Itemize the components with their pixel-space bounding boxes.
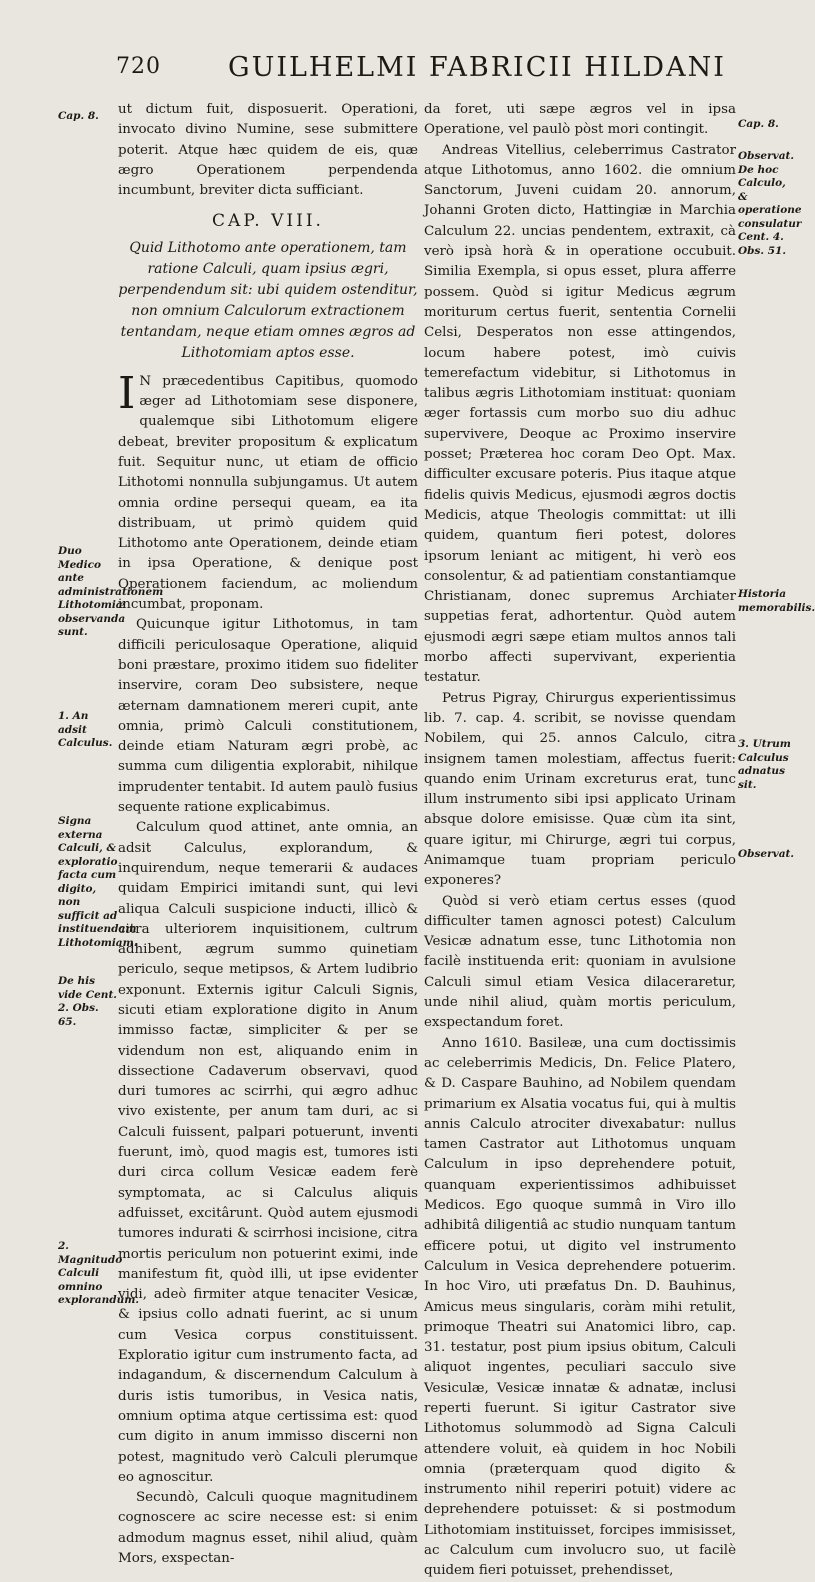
right-para-1: Andreas Vitellius, celeberrimus Castrator atque Lithotomus, anno 1602. die omnium Sanctorum, Juveni cuidam 20. annorum, Johanni Groten dicto, Hattingiæ in Marchia Calculum 22. uncias pendentem, extraxit, cà verò ipsà horà & in operatione occubuit. Similia Exempla, si opus esset, plura afferre possem. Quòd si igitur Medicus ægrum moriturum certus fuerit, sententia Cornelii Celsi, Desperatos non esse attingendos, locum habere potest, imò cuivis temerefactum videbitur, si Lithotomus in talibus ægris Lithotomiam instituat: quoniam æger fortassis cum morbo suo diu adhuc supervivere, Deoque ac Proximo inservire posset; Præterea hoc coram Deo Opt. Max. difficulter excusare poteris. Pius itaque atque fidelis quivis Medicus, ejusmodi ægros doctis Medicis, atque Theologis committat: ut illi quidem, quantum fieri potest, dolores ipsorum leniant ac mitigent, hi verò eos consolentur, & ad patientiam constantiamque Christianam, donec supremus Archiater suppetias ferat, adhortentur. Quòd autem ejusmodi ægri sæpe etiam multos annos tali morbo affecti supervivant, experientia testatur. bbox=[424, 142, 736, 686]
margin-note-right-cap: Cap. 8. bbox=[738, 118, 779, 130]
page-number: 720 bbox=[116, 54, 161, 79]
left-para-1-text: N præcedentibus Capitibus, quomodo æger ad Lithotomiam sese disponere, qualemque sibi Lithotomum eligere debeat, breviter propositum & explicatum fuit. Sequitur nunc, ut etiam de officio Lithotomi nonnulla subjungamus. Ut autem omnia ordine persequi queam, ea ita distribuam, ut primò quidem quid Lithotomo ante Operationem, deinde etiam in ipsa Operatione, & denique post Operationem faciendum, ac moliendum incumbat, proponam. bbox=[118, 373, 418, 613]
running-head: GUILHELMI FABRICII HILDANI bbox=[228, 52, 726, 83]
chapter-summary: Quid Lithotomo ante operationem, tam ratione Calculi, quam ipsius ægri, perpendendum sit: ubi quidem ostenditur, non omnium Calculorum extractionem tentandam, neque etiam omnes ægros ad Lithotomiam aptos esse. bbox=[118, 239, 418, 361]
right-para-top: da foret, uti sæpe ægros vel in ipsa Operatione, vel paulò pòst mori contingit. bbox=[424, 102, 736, 138]
margin-note-left-cap: Cap. 8. bbox=[58, 110, 99, 122]
left-para-1 bbox=[118, 367, 418, 616]
drop-capital: I bbox=[118, 367, 136, 419]
right-para-4: Anno 1610. Basileæ, una cum doctissimis ac celeberrimis Medicis, Dn. Felice Platero, & D. Caspare Bauhino, ad Nobilem quendam primarium ex Alsatia vocatus fui, qui à multis annis Calculo atrociter divexabatur: nullus tamen Castrator aut Lithotomus unquam Calculum in ipso deprehendere potuit, quanquam experientissimos adhibuisset Medicos. Ego quoque summâ in Viro illo adhibitâ diligentiâ ac studio nunquam tantum efficere potui, ut digito vel instrumento Calculum in Vesica deprehendere potuerim. In hoc Viro, uti præfatus Dn. D. Bauhinus, Amicus meus singularis, coràm mihi retulit, primoque Theatri sui Anatomici libro, cap. 31. testatur, post pium ipsius obitum, Calculi aliquot ingentes, peculiari sacculo sive Vesiculæ, Vesicæ innatæ & adnatæ, inclusi reperti fuerunt. Si igitur Castrator sive Lithotomus solummodò ad Signa Calculi attendere voluit, eà quidem in hoc Nobili omnia (præterquam quod digito & instrumento nihil reperiri potuit) videre ac deprehendere potuisset: & si postmodum Lithotomiam instituisset, forcipes immisisset, ac Calculum cum involucro suo, ut facilè quidem fieri potuisset, prehendisset, bbox=[424, 1035, 736, 1579]
margin-note-right-historia: Historia memorabilis. bbox=[738, 588, 815, 614]
margin-note-left-signa: Signa externa Calculi, & exploratio facta cum digito, non sufficit ad instituendam Lithotomiam. bbox=[58, 815, 138, 949]
chapter-title: CAP. VIII. bbox=[212, 211, 324, 232]
margin-note-right-observ-1: Observat. De hoc Calculo, & operatione consulatur Cent. 4. Obs. 51. bbox=[738, 150, 802, 257]
margin-note-left-de-his: De his vide Cent. 2. Obs. 65. bbox=[58, 975, 117, 1028]
right-para-3: Quòd si verò etiam certus esses (quod difficulter tamen agnosci potest) Calculum Vesicæ adnatum esse, tunc Lithotomia non facilè instituenda erit: quoniam in avulsione Calculi simul etiam Vesica dilaceraretur, unde nihil aliud, quàm mortis periculum, exspectandum foret. bbox=[424, 893, 736, 1031]
left-para-3: Calculum quod attinet, ante omnia, an adsit Calculus, explorandum, & inquirendum, neque temerarii & audaces quidam Empirici imitandi sunt, qui levi aliqua Calculi suspicione inducti, illicò & citra ulteriorem inquisitionem, cultrum adhibent, ægrum summo quinetiam periculo, seque metipsos, & Artem ludibrio exponunt. Externis igitur Calculi Signis, sicuti etiam exploratione digito in Anum immisso factæ, simpliciter & per se videndum non est, aliquando enim in dissectione Cadaverum observavi, quod duri tumores ac scirrhi, qui ægro adhuc vivo existente, per anum tam duri, ac si Calculi fuissent, palpari potuerunt, inventi fuerunt, imò, quod magis est, tumores isti duri circa collum Vesicæ eadem ferè symptomata, ac si Calculus aliquis adfuisset, excitârunt. Quòd autem ejusmodi tumores indurati & scirrhosi incisione, citra mortis periculum non potuerint eximi, inde manifestum fit, quòd illi, ut ipse evidenter vidi, adeò firmiter atque tenaciter Vesicæ, & ipsius collo adnati fuerint, ac si unum cum Vesica corpus constituissent. Exploratio igitur cum instrumento facta, ad indagandum, & discernendum Calculum à duris istis tumoribus, in Vesica natis, omnium optima atque certissima est: quod cum digito in anum immisso discerni non potest, magnitudo verò Calculi plerumque eo agnoscitur. bbox=[118, 820, 418, 1485]
margin-note-left-magnitudo: 2. Magnitudo Calculi omnino explorandum. bbox=[58, 1240, 139, 1306]
margin-note-left-duo: Duo Medico ante administrationem Lithotomiæ observanda sunt. bbox=[58, 545, 164, 638]
margin-note-right-utrum: 3. Utrum Calculus adnatus sit. bbox=[738, 738, 791, 791]
margin-note-right-observ-2: Observat. bbox=[738, 848, 795, 860]
left-column bbox=[118, 100, 418, 1569]
left-para-4: Secundò, Calculi quoque magnitudinem cognoscere ac scire necesse est: si enim admodum magnus esset, nihil aliud, quàm Mors, exspectan- bbox=[118, 1490, 418, 1566]
left-para-top: ut dictum fuit, disposuerit. Operationi, invocato divino Numine, sese submittere poterit. Atque hæc quidem de eis, quæ ægro Operationem perpendenda incumbunt, breviter dicta sufficiant. bbox=[118, 102, 418, 199]
page-header bbox=[0, 52, 800, 96]
right-para-2: Petrus Pigray, Chirurgus experientissimus lib. 7. cap. 4. scribit, se novisse quendam Nobilem, qui 25. annos Calculo, citra insignem tamen molestiam, affectus fuerit: quando enim Urinam excreturus erat, tunc illum instrumento sibi ipsi applicato Urinam absque dolore emisisse. Quæ cùm ita sint, quare igitur, mi Chirurge, ægri tui corpus, Animamque tuam propriam periculo exponeres? bbox=[424, 690, 736, 889]
right-column bbox=[424, 100, 736, 1582]
margin-note-left-an-adsit: 1. An adsit Calculus. bbox=[58, 710, 113, 749]
left-para-2: Quicunque igitur Lithotomus, in tam difficili periculosaque Operatione, aliquid boni præstare, proximo itidem suo fideliter inservire, coram Deo subsistere, neque æternam damnationem mereri cupit, ante omnia, primò Calculi constitutionem, deinde etiam Naturam ægri probè, ac summa cum diligentia explorabit, nihilque imprudenter tentabit. Id autem paulò fusius sequente ratione explicabimus. bbox=[118, 617, 418, 816]
